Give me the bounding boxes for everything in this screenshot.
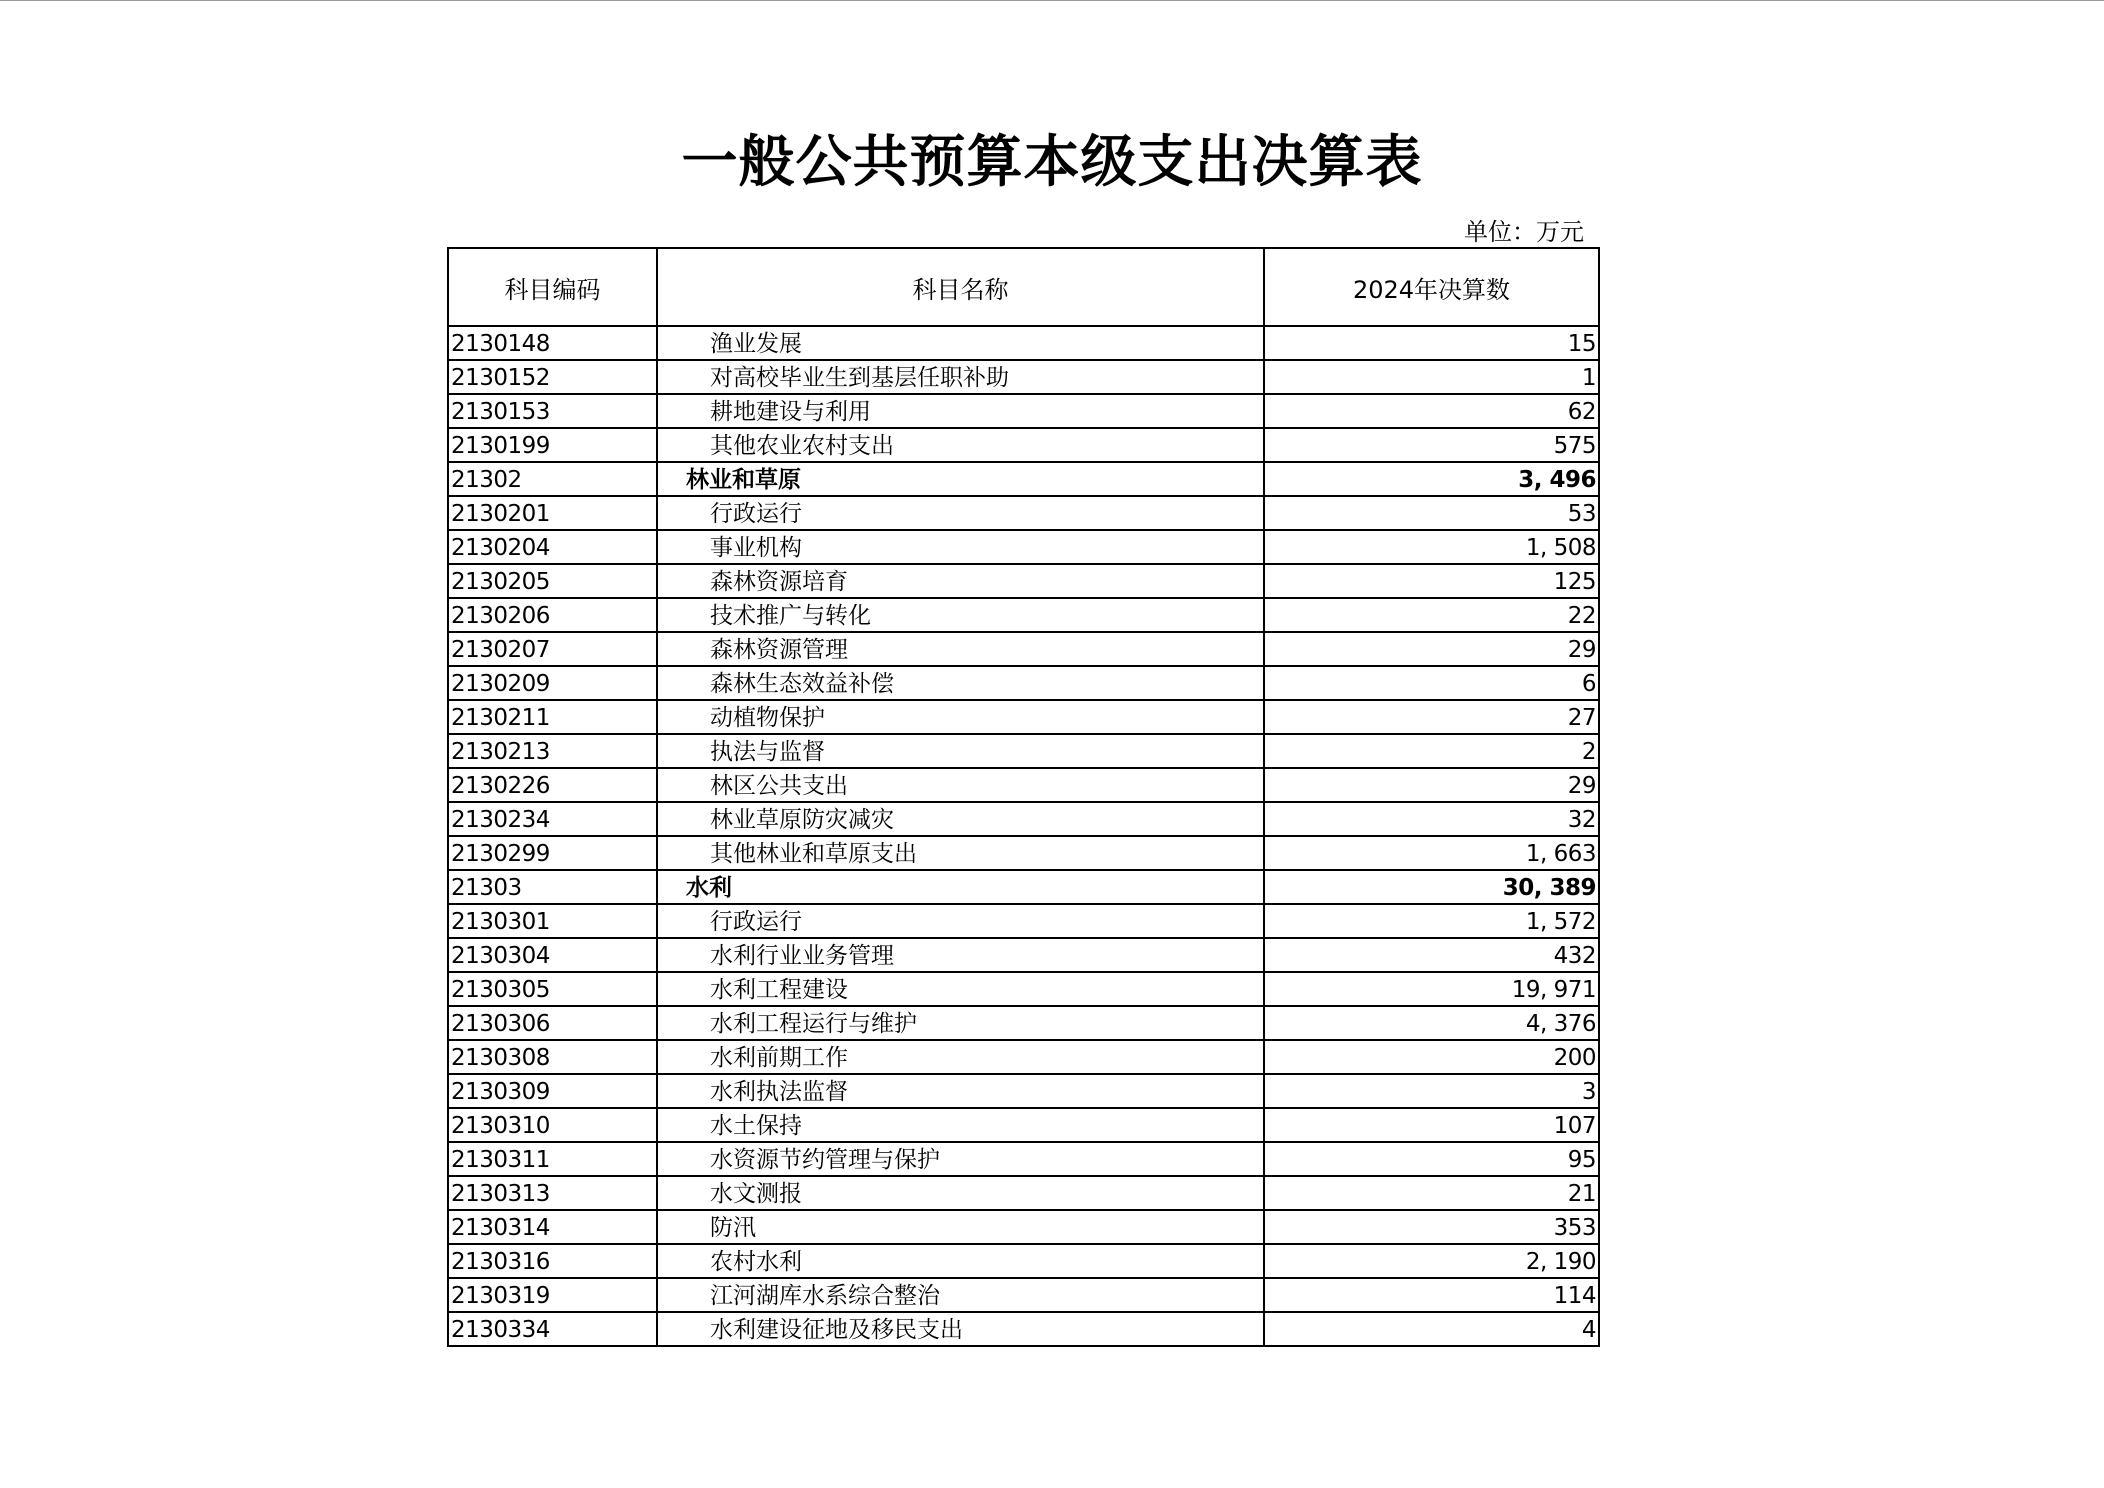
final-amount-cell: 6	[1264, 666, 1599, 700]
subject-code-cell: 2130205	[448, 564, 657, 598]
final-amount-cell: 200	[1264, 1040, 1599, 1074]
subject-name-cell: 水利工程建设	[657, 972, 1264, 1006]
subject-name-cell: 水土保持	[657, 1108, 1264, 1142]
subject-name-cell: 防汛	[657, 1210, 1264, 1244]
table-row	[448, 1108, 1599, 1142]
subject-name-cell: 水利建设征地及移民支出	[657, 1312, 1264, 1346]
final-amount-cell: 1, 572	[1264, 904, 1599, 938]
header-subject-name: 科目名称	[657, 248, 1264, 326]
page-title: 一般公共预算本级支出决算表	[681, 129, 1423, 195]
subject-code-cell: 2130234	[448, 802, 657, 836]
final-amount-cell: 4, 376	[1264, 1006, 1599, 1040]
subject-name-cell: 技术推广与转化	[657, 598, 1264, 632]
subject-code-cell: 2130211	[448, 700, 657, 734]
table-row	[448, 1244, 1599, 1278]
table-row-category	[448, 462, 1599, 496]
final-amount-cell: 19, 971	[1264, 972, 1599, 1006]
final-amount-cell: 1, 508	[1264, 530, 1599, 564]
table-row	[448, 802, 1599, 836]
final-amount-cell: 353	[1264, 1210, 1599, 1244]
subject-name-cell: 森林资源培育	[657, 564, 1264, 598]
subject-name-cell: 耕地建设与利用	[657, 394, 1264, 428]
subject-name-cell: 行政运行	[657, 904, 1264, 938]
table-row	[448, 734, 1599, 768]
budget-table	[447, 247, 1600, 1347]
subject-name-cell: 其他林业和草原支出	[657, 836, 1264, 870]
subject-code-cell: 2130199	[448, 428, 657, 462]
subject-code-cell: 2130316	[448, 1244, 657, 1278]
final-amount-cell: 21	[1264, 1176, 1599, 1210]
final-amount-cell: 27	[1264, 700, 1599, 734]
final-amount-cell: 62	[1264, 394, 1599, 428]
table-header	[448, 248, 1599, 326]
subject-code-cell: 2130213	[448, 734, 657, 768]
final-amount-cell: 3, 496	[1264, 462, 1599, 496]
subject-name-cell: 渔业发展	[657, 326, 1264, 360]
subject-code-cell: 2130310	[448, 1108, 657, 1142]
final-amount-cell: 575	[1264, 428, 1599, 462]
subject-name-cell: 行政运行	[657, 496, 1264, 530]
subject-code-cell: 2130301	[448, 904, 657, 938]
table-row	[448, 972, 1599, 1006]
subject-code-cell: 2130152	[448, 360, 657, 394]
final-amount-cell: 2, 190	[1264, 1244, 1599, 1278]
subject-code-cell: 2130206	[448, 598, 657, 632]
subject-code-cell: 2130334	[448, 1312, 657, 1346]
subject-code-cell: 2130299	[448, 836, 657, 870]
subject-code-cell: 21303	[448, 870, 657, 904]
subject-name-cell: 农村水利	[657, 1244, 1264, 1278]
subject-code-cell: 2130304	[448, 938, 657, 972]
subject-name-cell: 林区公共支出	[657, 768, 1264, 802]
final-amount-cell: 29	[1264, 768, 1599, 802]
final-amount-cell: 22	[1264, 598, 1599, 632]
subject-code-cell: 2130305	[448, 972, 657, 1006]
table-row	[448, 666, 1599, 700]
subject-code-cell: 2130209	[448, 666, 657, 700]
subject-code-cell: 2130226	[448, 768, 657, 802]
subject-code-cell: 2130201	[448, 496, 657, 530]
table-row	[448, 1278, 1599, 1312]
subject-name-cell: 林业草原防灾减灾	[657, 802, 1264, 836]
subject-name-cell: 森林生态效益补偿	[657, 666, 1264, 700]
subject-name-cell: 对高校毕业生到基层任职补助	[657, 360, 1264, 394]
final-amount-cell: 32	[1264, 802, 1599, 836]
table-row	[448, 1210, 1599, 1244]
table-row	[448, 700, 1599, 734]
subject-name-cell: 执法与监督	[657, 734, 1264, 768]
table-body	[448, 326, 1599, 1346]
table-row	[448, 1006, 1599, 1040]
page-top-border	[0, 0, 2104, 1]
final-amount-cell: 107	[1264, 1108, 1599, 1142]
final-amount-cell: 4	[1264, 1312, 1599, 1346]
subject-code-cell: 2130314	[448, 1210, 657, 1244]
subject-code-cell: 2130148	[448, 326, 657, 360]
subject-name-cell: 林业和草原	[657, 462, 1264, 496]
table-row	[448, 564, 1599, 598]
table-row	[448, 836, 1599, 870]
subject-code-cell: 2130308	[448, 1040, 657, 1074]
subject-code-cell: 2130311	[448, 1142, 657, 1176]
subject-name-cell: 其他农业农村支出	[657, 428, 1264, 462]
table-row	[448, 1176, 1599, 1210]
table-row	[448, 530, 1599, 564]
subject-code-cell: 2130207	[448, 632, 657, 666]
final-amount-cell: 1	[1264, 360, 1599, 394]
subject-code-cell: 2130319	[448, 1278, 657, 1312]
table-row	[448, 938, 1599, 972]
final-amount-cell: 30, 389	[1264, 870, 1599, 904]
subject-name-cell: 水资源节约管理与保护	[657, 1142, 1264, 1176]
subject-name-cell: 水文测报	[657, 1176, 1264, 1210]
subject-name-cell: 江河湖库水系综合整治	[657, 1278, 1264, 1312]
subject-name-cell: 森林资源管理	[657, 632, 1264, 666]
subject-name-cell: 水利执法监督	[657, 1074, 1264, 1108]
table-row	[448, 632, 1599, 666]
subject-code-cell: 2130309	[448, 1074, 657, 1108]
final-amount-cell: 125	[1264, 564, 1599, 598]
final-amount-cell: 432	[1264, 938, 1599, 972]
header-row	[448, 248, 1599, 326]
table-row	[448, 326, 1599, 360]
final-amount-cell: 114	[1264, 1278, 1599, 1312]
table-row	[448, 496, 1599, 530]
subject-name-cell: 水利前期工作	[657, 1040, 1264, 1074]
subject-name-cell: 水利工程运行与维护	[657, 1006, 1264, 1040]
subject-code-cell: 2130153	[448, 394, 657, 428]
final-amount-cell: 3	[1264, 1074, 1599, 1108]
subject-name-cell: 水利行业业务管理	[657, 938, 1264, 972]
table-row-category	[448, 870, 1599, 904]
final-amount-cell: 29	[1264, 632, 1599, 666]
header-subject-code: 科目编码	[448, 248, 657, 326]
unit-label: 单位：万元	[1464, 218, 1584, 246]
subject-name-cell: 水利	[657, 870, 1264, 904]
subject-code-cell: 2130306	[448, 1006, 657, 1040]
final-amount-cell: 1, 663	[1264, 836, 1599, 870]
final-amount-cell: 95	[1264, 1142, 1599, 1176]
final-amount-cell: 2	[1264, 734, 1599, 768]
table-row	[448, 1074, 1599, 1108]
table-row	[448, 1142, 1599, 1176]
table-row	[448, 1040, 1599, 1074]
subject-name-cell: 事业机构	[657, 530, 1264, 564]
final-amount-cell: 53	[1264, 496, 1599, 530]
subject-name-cell: 动植物保护	[657, 700, 1264, 734]
subject-code-cell: 21302	[448, 462, 657, 496]
final-amount-cell: 15	[1264, 326, 1599, 360]
subject-code-cell: 2130313	[448, 1176, 657, 1210]
table-row	[448, 1312, 1599, 1346]
table-row	[448, 394, 1599, 428]
header-final-amount: 2024年决算数	[1264, 248, 1599, 326]
table-row	[448, 428, 1599, 462]
table-row	[448, 904, 1599, 938]
table-row	[448, 360, 1599, 394]
table-row	[448, 768, 1599, 802]
table-row	[448, 598, 1599, 632]
subject-code-cell: 2130204	[448, 530, 657, 564]
